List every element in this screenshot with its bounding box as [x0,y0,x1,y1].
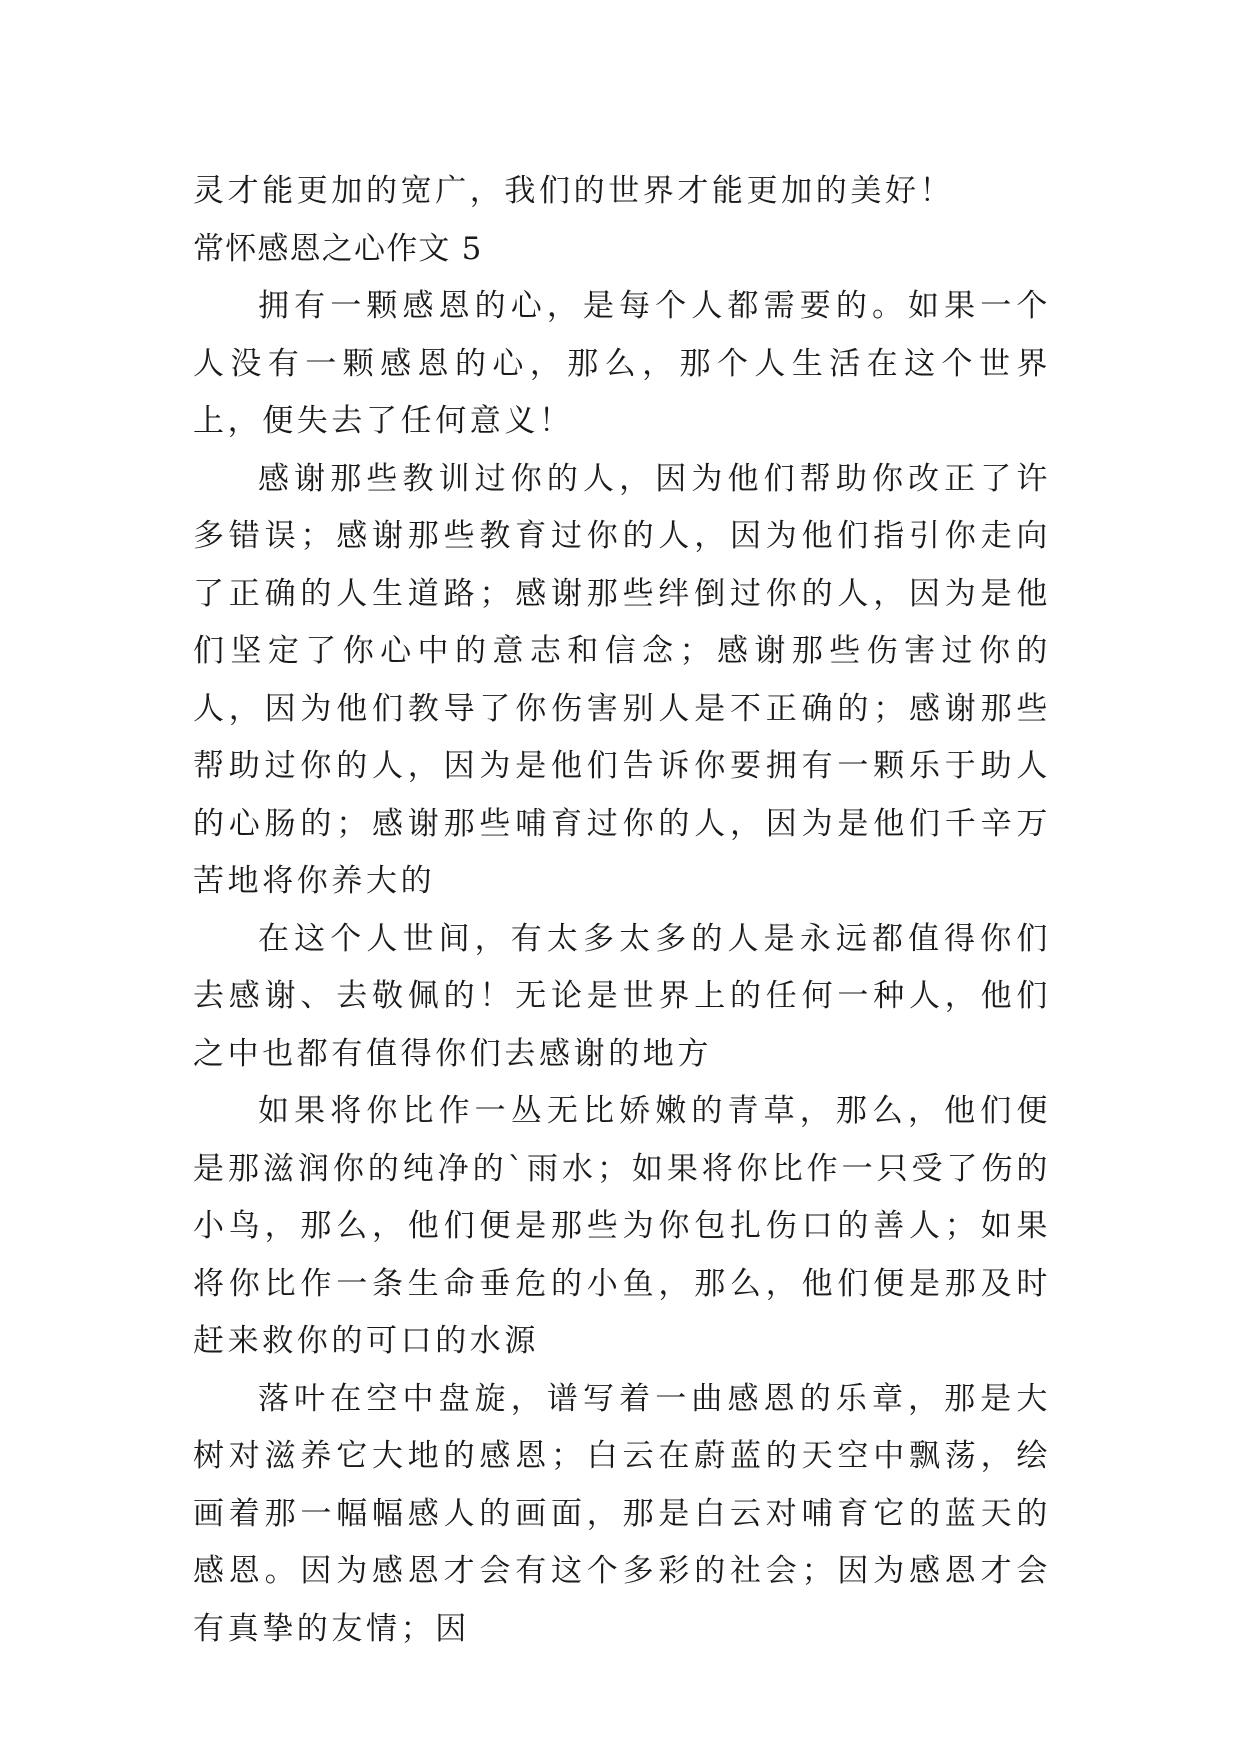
paragraph: 落叶在空中盘旋，谱写着一曲感恩的乐章，那是大树对滋养它大地的感恩；白云在蔚蓝的天空中飘荡，绘画着那一幅幅感人的画面，那是白云对哺育它的蓝天的感恩。因为感恩才会有这个多彩的社会；因为感恩才会有真挚的友情；因 [193,1380,1051,1647]
paragraph: 感谢那些教训过你的人，因为他们帮助你改正了许多错误；感谢那些教育过你的人，因为他们指引你走向了正确的人生道路；感谢那些绊倒过你的人，因为是他们坚定了你心中的意志和信念；感谢那些伤害过你的人，因为他们教导了你伤害别人是不正确的；感谢那些帮助过你的人，因为是他们告诉你要拥有一颗乐于助人的心肠的；感谢那些哺育过你的人，因为是他们千辛万苦地将你养大的 [193,460,1051,899]
paragraph: 在这个人世间，有太多太多的人是永远都值得你们去感谢、去敬佩的！无论是世界上的任何一种人，他们之中也都有值得你们去感谢的地方 [193,920,1051,1072]
paragraph: 如果将你比作一丛无比娇嫩的青草，那么，他们便是那滋润你的纯净的`雨水；如果将你比作一只受了伤的小鸟，那么，他们便是那些为你包扎伤口的善人；如果将你比作一条生命垂危的小鱼，那么，他们便是那及时赶来救你的可口的水源 [193,1093,1051,1359]
essay-heading: 常怀感恩之心作文 5 [193,230,483,267]
document-body [193,163,1051,1658]
continuation-line: 灵才能更加的宽广，我们的世界才能更加的美好！ [193,173,955,209]
paragraph: 拥有一颗感恩的心，是每个人都需要的。如果一个人没有一颗感恩的心，那么，那个人生活在这个世界上，便失去了任何意义！ [193,288,1051,439]
